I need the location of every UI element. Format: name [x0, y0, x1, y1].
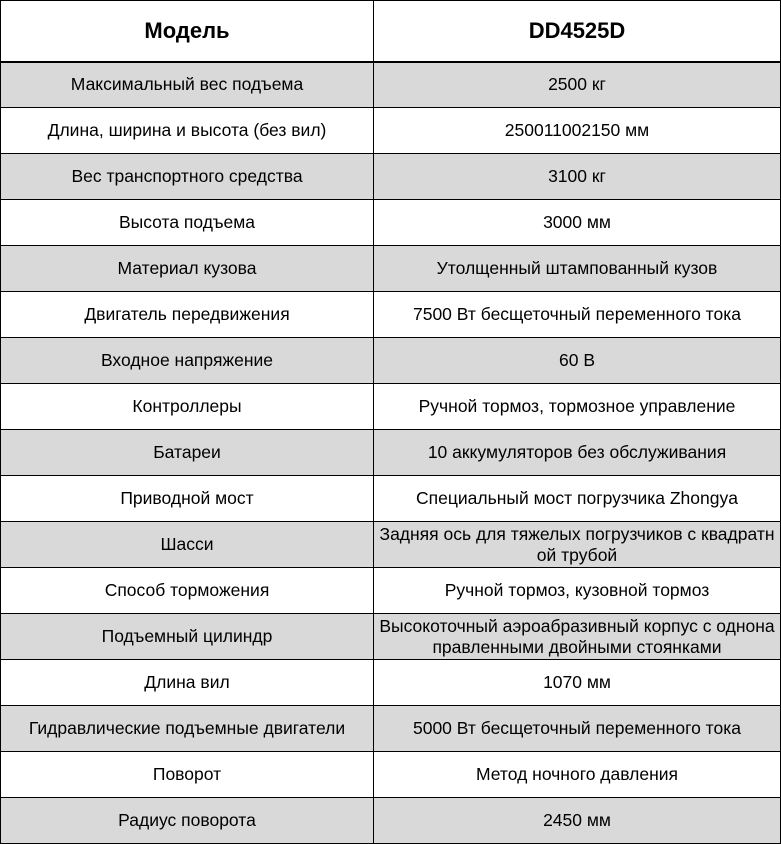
table-row	[1, 108, 781, 154]
table-row	[1, 430, 781, 476]
row-label: Подъемный цилиндр	[1, 614, 374, 660]
row-value: 10 аккумуляторов без обслуживания	[374, 430, 781, 476]
row-value: 1070 мм	[374, 660, 781, 706]
row-label: Длина вил	[1, 660, 374, 706]
table-row	[1, 614, 781, 660]
row-value: 3100 кг	[374, 154, 781, 200]
header-model-label: Модель	[1, 1, 374, 62]
row-value: Утолщенный штампованный кузов	[374, 246, 781, 292]
row-label: Материал кузова	[1, 246, 374, 292]
row-label: Вес транспортного средства	[1, 154, 374, 200]
row-label: Батареи	[1, 430, 374, 476]
row-label: Шасси	[1, 522, 374, 568]
table-header-row	[1, 1, 781, 62]
row-label: Радиус поворота	[1, 798, 374, 844]
table-row	[1, 200, 781, 246]
row-value: 3000 мм	[374, 200, 781, 246]
row-value: 2450 мм	[374, 798, 781, 844]
table-row	[1, 384, 781, 430]
row-value: Метод ночного давления	[374, 752, 781, 798]
row-value: Ручной тормоз, тормозное управление	[374, 384, 781, 430]
row-label: Двигатель передвижения	[1, 292, 374, 338]
row-value: 7500 Вт бесщеточный переменного тока	[374, 292, 781, 338]
table-row	[1, 338, 781, 384]
row-label: Максимальный вес подъема	[1, 62, 374, 108]
table-row	[1, 706, 781, 752]
table-row	[1, 62, 781, 108]
table-row	[1, 246, 781, 292]
table-row	[1, 752, 781, 798]
row-label: Поворот	[1, 752, 374, 798]
table-row	[1, 568, 781, 614]
table-row	[1, 154, 781, 200]
row-label: Гидравлические подъемные двигатели	[1, 706, 374, 752]
table-row	[1, 522, 781, 568]
table-row	[1, 798, 781, 844]
row-label: Входное напряжение	[1, 338, 374, 384]
row-value: Специальный мост погрузчика Zhongya	[374, 476, 781, 522]
row-value: 5000 Вт бесщеточный переменного тока	[374, 706, 781, 752]
row-value: 2500 кг	[374, 62, 781, 108]
row-label: Приводной мост	[1, 476, 374, 522]
row-label: Способ торможения	[1, 568, 374, 614]
row-label: Контроллеры	[1, 384, 374, 430]
table-row	[1, 292, 781, 338]
row-label: Длина, ширина и высота (без вил)	[1, 108, 374, 154]
row-value: Ручной тормоз, кузовной тормоз	[374, 568, 781, 614]
row-value: Высокоточный аэроабразивный корпус с однонаправленными двойными стоянками	[374, 614, 781, 660]
header-model-value: DD4525D	[374, 1, 781, 62]
row-label: Высота подъема	[1, 200, 374, 246]
table-row	[1, 476, 781, 522]
row-value: Задняя ось для тяжелых погрузчиков с квадратной трубой	[374, 522, 781, 568]
row-value: 250011002150 мм	[374, 108, 781, 154]
row-value: 60 В	[374, 338, 781, 384]
table-row	[1, 660, 781, 706]
